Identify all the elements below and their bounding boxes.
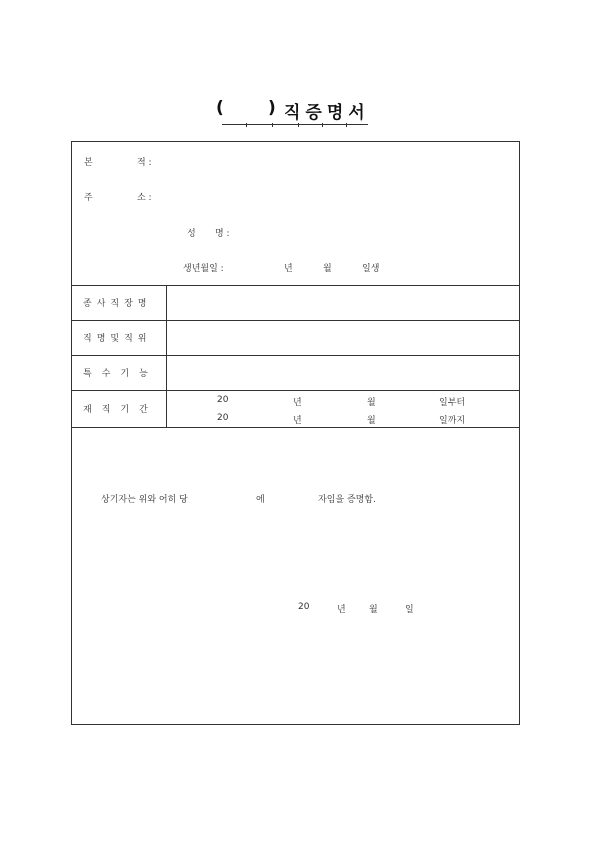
row-divider xyxy=(72,390,519,391)
underline-tick xyxy=(322,123,323,127)
workplace-label: 종사직장명 xyxy=(83,299,152,309)
certificate-form xyxy=(71,141,520,725)
date-day: 일 xyxy=(405,605,414,615)
birth-month: 월 xyxy=(323,264,332,274)
certification-text-1: 상기자는 위와 어히 당 xyxy=(101,495,188,505)
address-label-1: 주 xyxy=(84,193,93,203)
domicile-label-2: 적 : xyxy=(137,158,152,168)
period-from-day: 일부터 xyxy=(439,398,466,408)
column-divider xyxy=(166,285,167,427)
title-paren-open: ( xyxy=(216,98,224,118)
position-label: 직명및직위 xyxy=(83,334,152,344)
address-label-2: 소 : xyxy=(137,193,152,203)
underline-tick xyxy=(346,123,347,127)
period-to-month: 월 xyxy=(367,416,376,426)
row-divider xyxy=(72,355,519,356)
date-year: 년 xyxy=(337,605,346,615)
date-month: 월 xyxy=(369,605,378,615)
birth-label: 생년월일 : xyxy=(183,264,224,274)
period-to-day: 일까지 xyxy=(439,416,466,426)
date-prefix: 20 xyxy=(298,602,310,612)
certification-text-3: 자임을 증명함. xyxy=(318,495,376,505)
period-from-prefix: 20 xyxy=(217,395,229,405)
birth-day: 일생 xyxy=(362,264,380,274)
title-paren-close: ) xyxy=(268,98,276,118)
period-from-year: 년 xyxy=(293,398,302,408)
underline-tick xyxy=(246,123,247,127)
skill-label: 특수기능 xyxy=(83,369,158,379)
period-to-prefix: 20 xyxy=(217,413,229,423)
underline-tick xyxy=(298,123,299,127)
period-from-month: 월 xyxy=(367,398,376,408)
row-divider xyxy=(72,285,519,286)
page-title: 직증명서 xyxy=(284,103,370,123)
name-label-1: 성 xyxy=(187,229,196,239)
certification-text-2: 에 xyxy=(256,495,265,505)
birth-year: 년 xyxy=(284,264,293,274)
domicile-label-1: 본 xyxy=(84,158,93,168)
row-divider xyxy=(72,427,519,428)
period-to-year: 년 xyxy=(293,416,302,426)
row-divider xyxy=(72,320,519,321)
name-label-2: 명 : xyxy=(215,229,230,239)
underline-tick xyxy=(272,123,273,127)
period-label: 재직기간 xyxy=(83,405,158,415)
